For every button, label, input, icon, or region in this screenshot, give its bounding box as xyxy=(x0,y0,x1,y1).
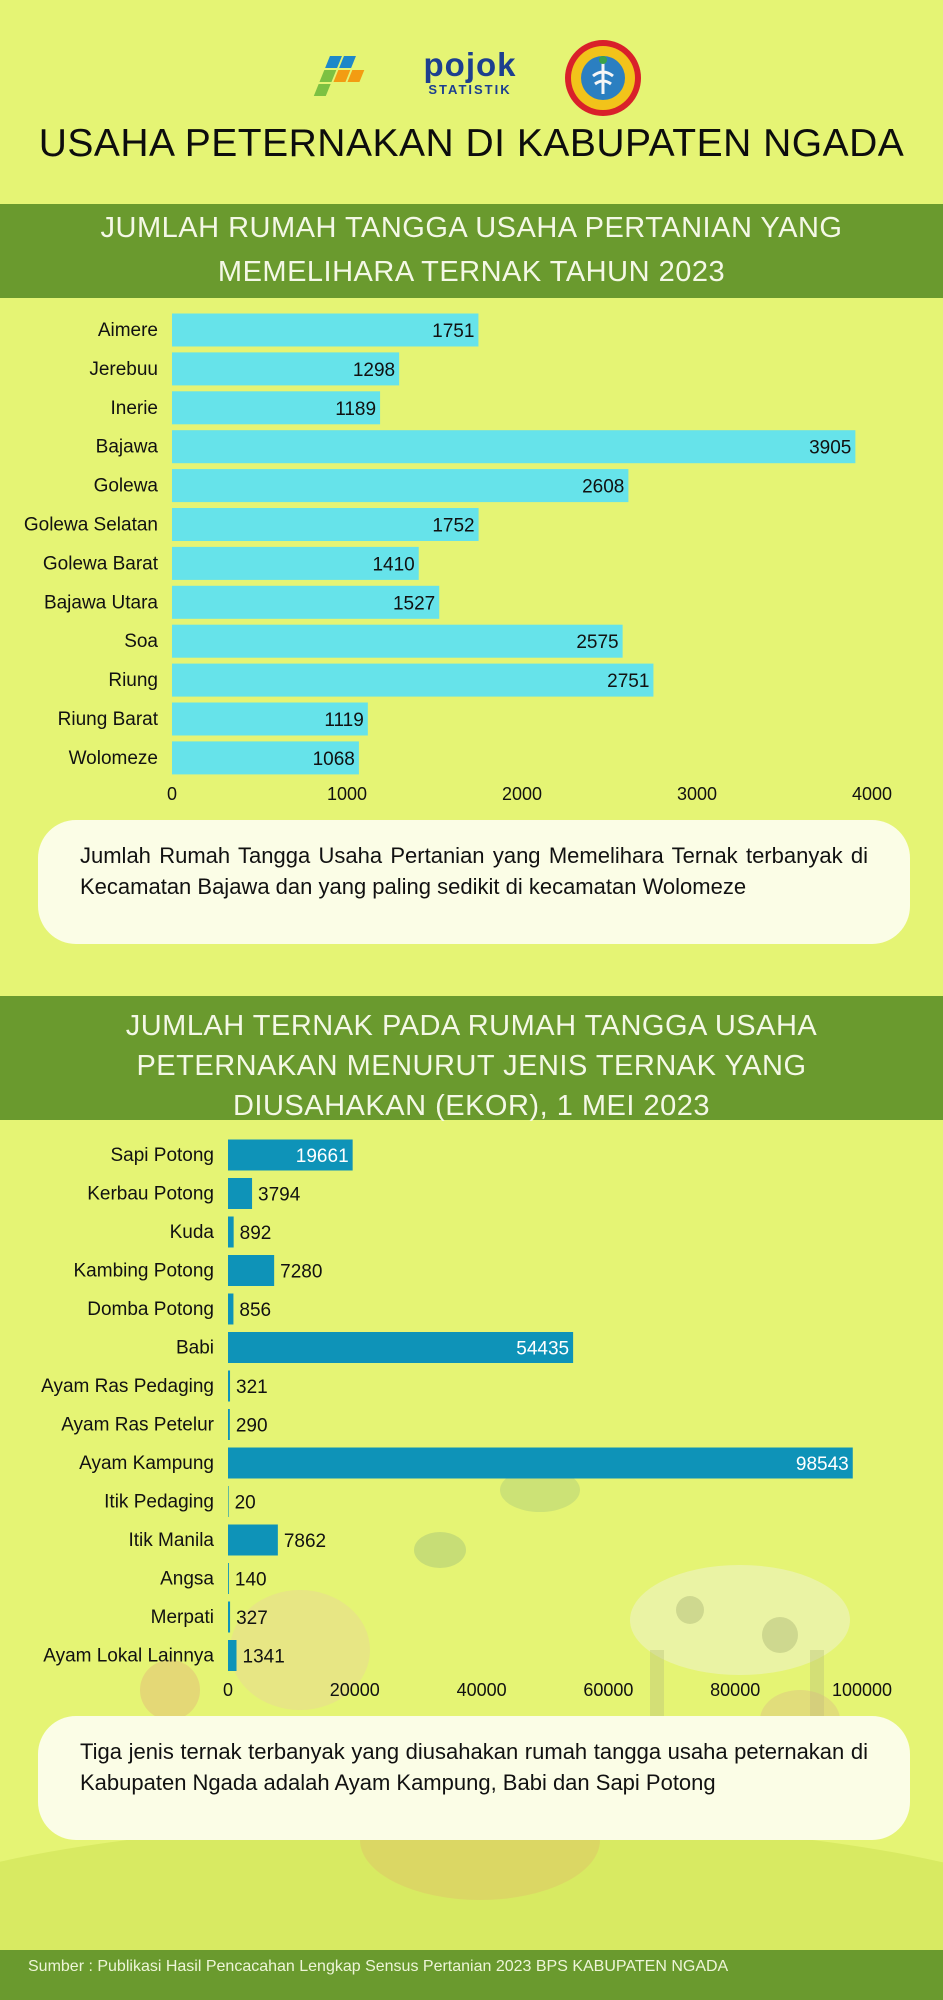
logo-row xyxy=(0,38,943,118)
pojok-word: pojok xyxy=(423,46,517,83)
x-tick-label: 100000 xyxy=(831,1680,893,1700)
bar xyxy=(228,1178,252,1209)
category-label: Riung xyxy=(108,670,158,692)
value-label: 1189 xyxy=(335,398,377,420)
category-label: Ayam Kampung xyxy=(79,1453,214,1474)
value-label: 1752 xyxy=(432,515,475,537)
section2-heading-line1: JUMLAH TERNAK PADA RUMAH TANGGA USAHA xyxy=(125,1010,818,1042)
category-label: Golewa xyxy=(93,475,158,497)
category-label: Merpati xyxy=(150,1607,214,1628)
category-label: Golewa Barat xyxy=(42,553,158,575)
value-label: 1527 xyxy=(392,593,436,615)
category-label: Itik Manila xyxy=(128,1530,214,1551)
x-tick-label: 20000 xyxy=(329,1680,380,1700)
value-label: 1068 xyxy=(312,748,355,770)
category-label: Ayam Lokal Lainnya xyxy=(43,1645,214,1667)
section1-heading-line1: JUMLAH RUMAH TANGGA USAHA PERTANIAN YANG xyxy=(100,212,843,244)
value-label: 1341 xyxy=(242,1646,285,1668)
value-label: 1410 xyxy=(372,554,415,576)
value-label: 1298 xyxy=(352,359,396,381)
bar xyxy=(172,664,653,697)
category-label: Sapi Potong xyxy=(110,1145,214,1166)
value-label: 321 xyxy=(236,1377,268,1398)
value-label: 3905 xyxy=(809,437,852,459)
bar xyxy=(172,625,623,658)
category-label: Kambing Potong xyxy=(73,1260,214,1282)
x-tick-label: 0 xyxy=(222,1680,234,1700)
section1-heading xyxy=(0,204,943,298)
bar xyxy=(228,1525,278,1556)
x-tick-label: 3000 xyxy=(676,784,718,804)
category-label: Soa xyxy=(124,631,158,653)
value-label: 19661 xyxy=(295,1146,349,1167)
category-label: Babi xyxy=(175,1337,214,1359)
value-label: 2575 xyxy=(576,632,619,654)
value-label: 54435 xyxy=(516,1338,570,1360)
value-label: 327 xyxy=(236,1608,268,1629)
x-tick-label: 80000 xyxy=(710,1680,761,1700)
value-label: 98543 xyxy=(795,1454,849,1475)
category-label: Inerie xyxy=(110,397,158,419)
statistik-word: STATISTIK xyxy=(428,82,512,97)
bar xyxy=(228,1563,229,1594)
bar xyxy=(172,469,628,502)
value-label: 2608 xyxy=(582,476,625,498)
value-label: 7862 xyxy=(283,1531,327,1552)
category-label: Golewa Selatan xyxy=(23,514,158,536)
x-tick-label: 1000 xyxy=(326,784,368,804)
pojok-statistik-logo xyxy=(420,48,520,97)
value-label: 1119 xyxy=(324,710,364,731)
value-label: 892 xyxy=(239,1223,272,1244)
category-label: Domba Potong xyxy=(87,1299,214,1320)
category-label: Kuda xyxy=(169,1222,214,1243)
x-tick-label: 60000 xyxy=(583,1680,634,1700)
section1-note: Jumlah Rumah Tangga Usaha Pertanian yang Memelihara Ternak terbanyak di Kecamatan Bajawa dan yang paling sedikit di kecamatan Wolomeze xyxy=(38,820,910,944)
bar xyxy=(228,1409,230,1440)
category-label: Riung Barat xyxy=(57,709,158,730)
section2-heading-line2: PETERNAKAN MENURUT JENIS TERNAK YANG xyxy=(136,1050,807,1082)
category-label: Bajawa xyxy=(95,436,158,458)
category-label: Kerbau Potong xyxy=(87,1183,214,1205)
value-label: 140 xyxy=(234,1569,267,1591)
value-label: 3794 xyxy=(258,1184,301,1206)
x-tick-label: 0 xyxy=(166,784,178,804)
section2-note: Tiga jenis ternak terbanyak yang diusahakan rumah tangga usaha peternakan di Kabupaten Ngada adalah Ayam Kampung, Babi dan Sapi Potong xyxy=(38,1716,910,1840)
bps-logo-icon xyxy=(304,46,384,108)
seal-logo-icon xyxy=(560,38,646,118)
section2-heading xyxy=(0,996,943,1120)
section2-heading-line3: DIUSAHAKAN (EKOR), 1 MEI 2023 xyxy=(232,1090,711,1122)
bar xyxy=(228,1294,233,1325)
bar xyxy=(228,1448,853,1479)
bar xyxy=(228,1640,237,1671)
bar xyxy=(228,1371,230,1402)
bar xyxy=(228,1217,234,1248)
category-label: Wolomeze xyxy=(68,747,158,769)
category-label: Itik Pedaging xyxy=(104,1491,214,1513)
bar xyxy=(228,1255,274,1286)
section1-heading-line2: MEMELIHARA TERNAK TAHUN 2023 xyxy=(217,256,726,288)
category-label: Aimere xyxy=(97,320,158,341)
source-footer: Sumber : Publikasi Hasil Pencacahan Lengkap Sensus Pertanian 2023 BPS KABUPATEN NGADA xyxy=(0,1950,943,2000)
value-label: 7280 xyxy=(280,1261,323,1283)
category-label: Ayam Ras Pedaging xyxy=(41,1376,214,1397)
x-tick-label: 2000 xyxy=(501,784,543,804)
chart-rumah-tangga xyxy=(0,300,943,820)
category-label: Bajawa Utara xyxy=(43,592,158,614)
value-label: 290 xyxy=(235,1415,268,1437)
value-label: 20 xyxy=(234,1492,256,1514)
x-tick-label: 4000 xyxy=(851,784,893,804)
x-tick-label: 40000 xyxy=(456,1680,507,1700)
bar xyxy=(228,1602,230,1633)
value-label: 856 xyxy=(239,1300,272,1321)
bar xyxy=(228,1486,229,1517)
bar xyxy=(172,430,855,463)
category-label: Ayam Ras Petelur xyxy=(61,1414,214,1436)
category-label: Jerebuu xyxy=(89,358,158,380)
page-title: USAHA PETERNAKAN DI KABUPATEN NGADA xyxy=(38,122,905,165)
value-label: 2751 xyxy=(607,671,650,693)
category-label: Angsa xyxy=(160,1568,214,1590)
value-label: 1751 xyxy=(432,321,475,342)
chart-jumlah-ternak xyxy=(0,1120,943,1710)
